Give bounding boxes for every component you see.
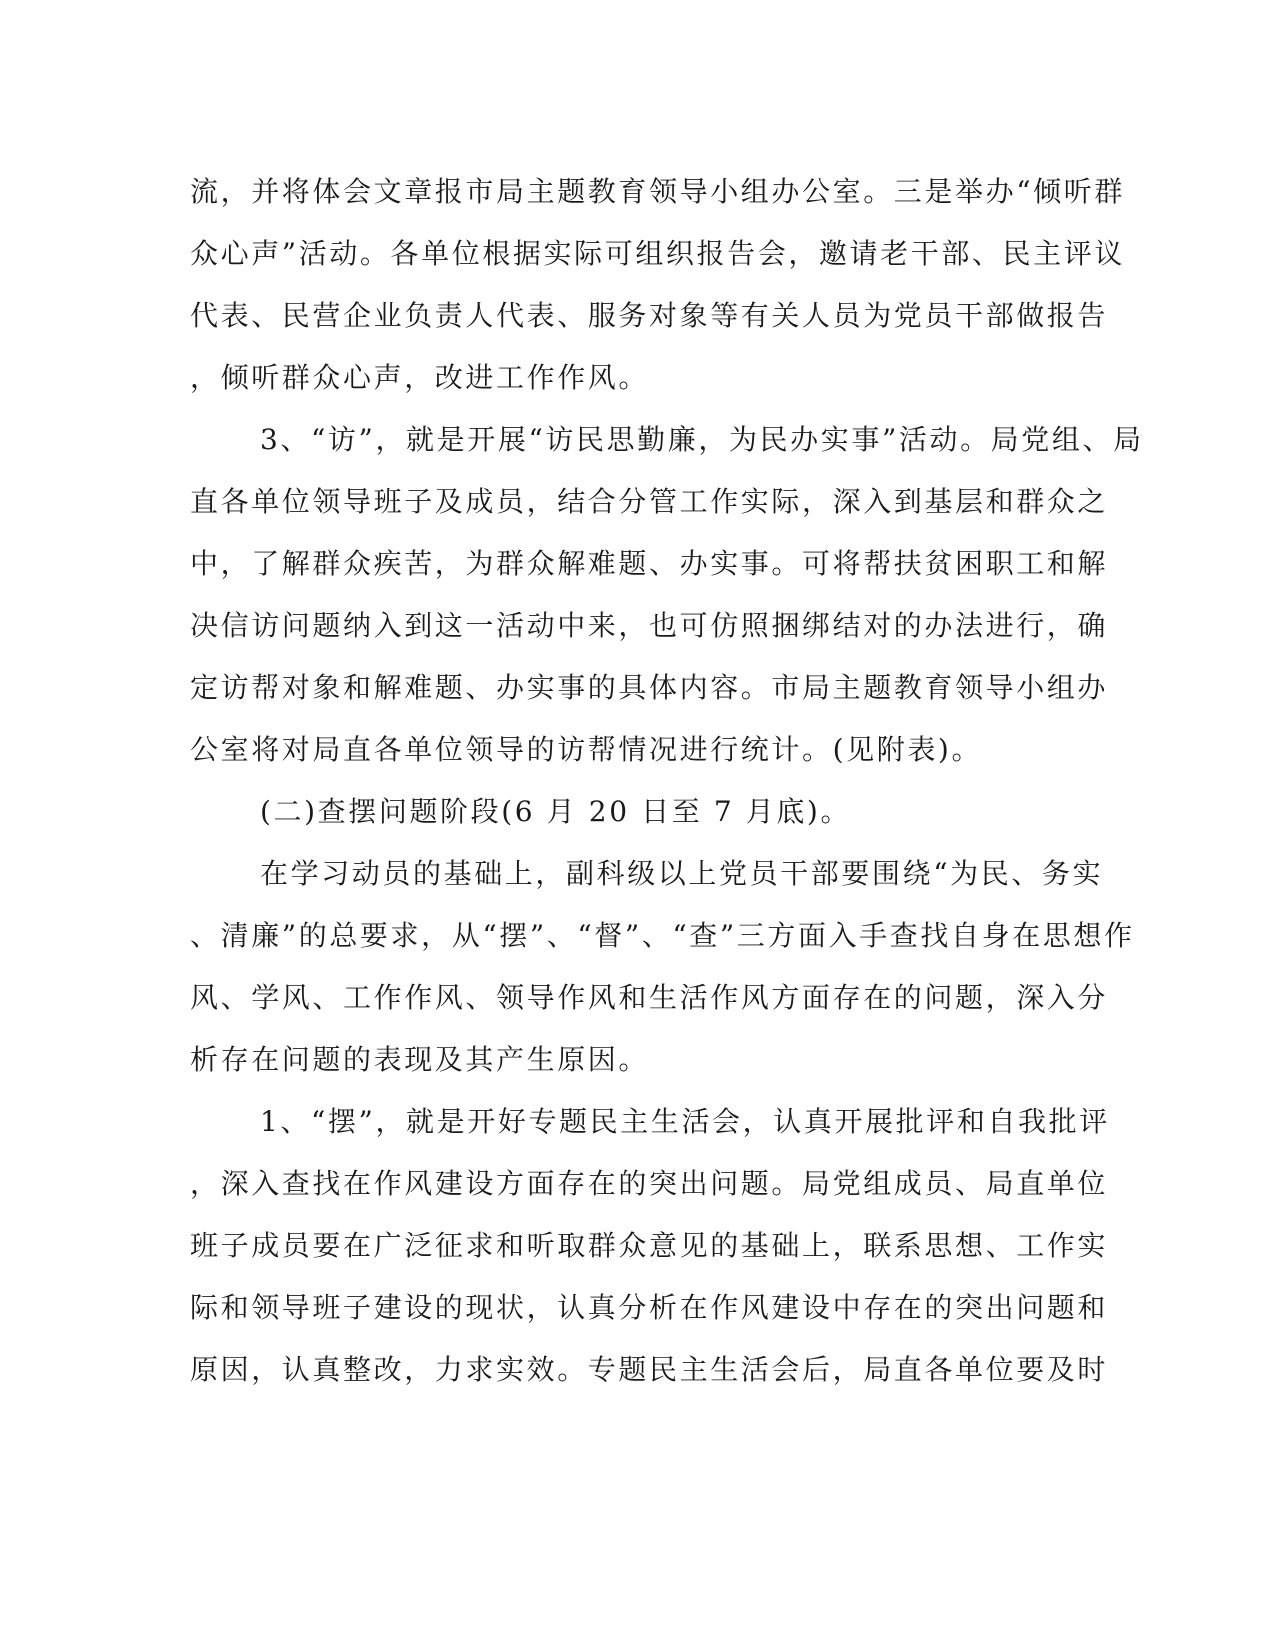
- section-heading: (二)查摆问题阶段(6 月 20 日至 7 月底)。: [260, 795, 852, 828]
- text-line: ，倾听群众心声，改进工作作风。: [190, 361, 650, 394]
- text-line: 直各单位领导班子及成员，结合分管工作实际，深入到基层和群众之: [190, 485, 1109, 518]
- paragraph-start-line: 1、“摆”，就是开好专题民主生活会，认真开展批评和自我批评: [260, 1105, 1110, 1138]
- text-line: 流，并将体会文章报市局主题教育领导小组办公室。三是举办“倾听群: [190, 175, 1125, 208]
- text-line: 公室将对局直各单位领导的访帮情况进行统计。(见附表)。: [190, 733, 983, 766]
- document-body: [190, 161, 1144, 1401]
- text-line: 、清廉”的总要求，从“摆”、“督”、“查”三方面入手查找自身在思想作: [190, 919, 1135, 952]
- text-line: 中，了解群众疾苦，为群众解难题、办实事。可将帮扶贫困职工和解: [190, 547, 1109, 580]
- text-line: 决信访问题纳入到这一活动中来，也可仿照捆绑结对的办法进行，确: [190, 609, 1109, 642]
- text-line: 众心声”活动。各单位根据实际可组织报告会，邀请老干部、民主评议: [190, 237, 1125, 270]
- text-line: 际和领导班子建设的现状，认真分析在作风建设中存在的突出问题和: [190, 1291, 1109, 1324]
- text-line: 原因，认真整改，力求实效。专题民主生活会后，局直各单位要及时: [190, 1353, 1109, 1386]
- text-line: 析存在问题的表现及其产生原因。: [190, 1043, 650, 1076]
- text-line: 代表、民营企业负责人代表、服务对象等有关人员为党员干部做报告: [190, 299, 1109, 332]
- paragraph-start-line: 在学习动员的基础上，副科级以上党员干部要围绕“为民、务实: [260, 857, 1104, 890]
- text-line: 风、学风、工作作风、领导作风和生活作风方面存在的问题，深入分: [190, 981, 1109, 1014]
- text-line: 班子成员要在广泛征求和听取群众意见的基础上，联系思想、工作实: [190, 1229, 1109, 1262]
- text-line: 定访帮对象和解难题、办实事的具体内容。市局主题教育领导小组办: [190, 671, 1109, 704]
- paragraph-start-line: 3、“访”，就是开展“访民思勤廉，为民办实事”活动。局党组、局: [260, 423, 1144, 456]
- text-line: ，深入查找在作风建设方面存在的突出问题。局党组成员、局直单位: [190, 1167, 1109, 1200]
